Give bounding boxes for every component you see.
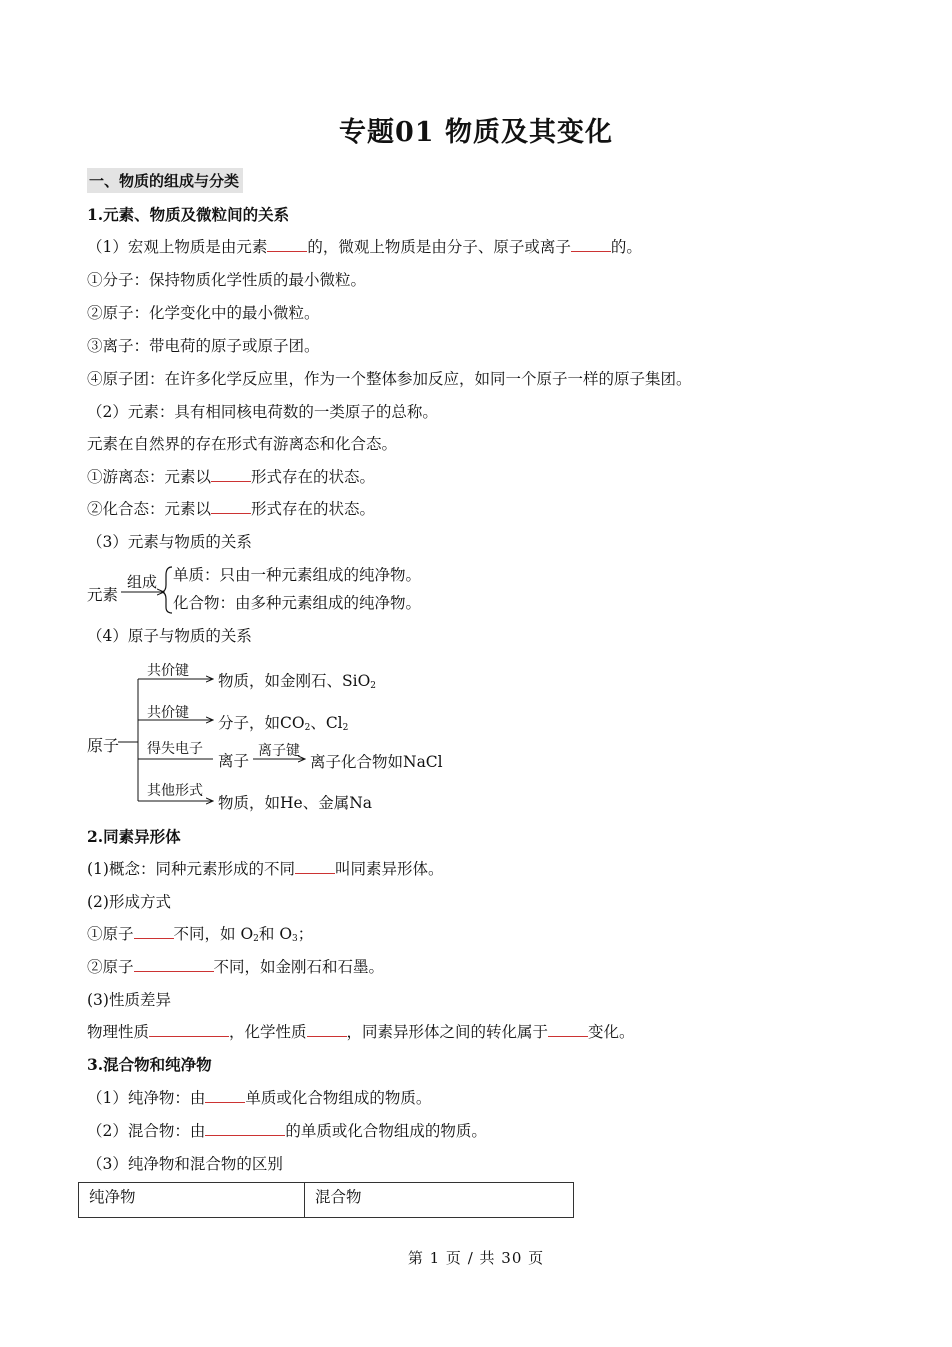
pure-b: 单质或化合物组成的物质。 [245,1089,432,1107]
line-element-forms: 元素在自然界的存在形式有游离态和化合态。 [87,435,398,453]
diagram2-root: 原子 [87,736,120,755]
free-state-a: ①游离态：元素以 [87,468,212,486]
blank [295,858,335,875]
section-heading-1: 一、物质的组成与分类 [87,168,243,193]
diagram2-label-2: 共价键 [147,705,189,721]
formation-2-b: 不同，如金刚石和石墨。 [213,958,385,976]
blank [548,1021,588,1038]
line-property: (3)性质差异 [87,991,171,1009]
line-mixture [87,1119,487,1141]
diagram2-text-2-b: 、Cl [310,714,343,732]
diagram1-left: 元素 [87,586,119,604]
heading-2: 2.同素异形体 [87,827,181,846]
line-atom-group: ④原子团：在许多化学反应里，作为一个整体参加反应，如同一个原子一样的原子集团。 [87,370,692,388]
blank [149,1021,229,1038]
blank [205,1087,245,1104]
concept-a: (1)概念：同种元素形成的不同 [87,860,295,878]
table-header-mixture: 混合物 [305,1183,574,1218]
diagram1-branch-1: 单质：只由一种元素组成的纯净物。 [173,566,422,584]
blank [205,1120,285,1137]
line-element-substance: （3）元素与物质的关系 [87,533,252,551]
diagram2-text-1-main: 物质，如金刚石、SiO [218,672,371,690]
line-pure [87,1086,431,1108]
pure-a: （1）纯净物：由 [87,1089,206,1107]
diagram2-label-1: 共价键 [147,663,189,679]
page-footer: 第 1 页 / 共 30 页 [407,1249,545,1267]
heading-3: 3.混合物和纯净物 [87,1055,212,1074]
line-formation-2 [87,955,384,977]
formation-2-a: ②原子 [87,958,134,976]
line-molecule: ①分子：保持物质化学性质的最小微粒。 [87,271,367,289]
diagram2-label-3: 得失电子 [147,741,203,757]
property-d: 变化。 [588,1023,635,1041]
diagram1-arrow-label: 组成 [127,573,158,591]
formation-1-sub-2: 3 [292,934,298,944]
diagram2-text-2-sub-b: 2 [342,723,349,733]
blank [307,1021,347,1038]
diagram1-brace [162,567,172,613]
diagram2-text-1-sub: 2 [370,681,377,691]
diagram2-text-3: 离子化合物如NaCl [310,753,443,771]
blank [134,923,174,940]
diagram2-label-4: 其他形式 [147,783,203,799]
table-header-pure: 纯净物 [79,1183,305,1218]
mixture-a: （2）混合物：由 [87,1122,206,1140]
formation-1-b: 不同，如 O [173,925,254,943]
diagram2-mid-3: 离子 [218,752,250,770]
line-1-part-c: 的。 [610,238,642,256]
line-1-part-b: 的，微观上物质是由分子、原子或离子 [307,238,571,256]
formation-1-sub-1: 2 [253,934,259,944]
concept-b: 叫同素异形体。 [334,860,444,878]
free-state-b: 形式存在的状态。 [251,468,376,486]
diagram2-label-3b: 离子键 [258,743,300,759]
line-difference: （3）纯净物和混合物的区别 [87,1155,283,1173]
comparison-table [78,1182,574,1218]
line-ion: ③离子：带电荷的原子或原子团。 [87,337,320,355]
line-element: （2）元素：具有相同核电荷数的一类原子的总称。 [87,403,438,421]
combined-state-a: ②化合态：元素以 [87,500,212,518]
heading-1: 1.元素、物质及微粒间的关系 [87,205,290,224]
table-row [79,1183,574,1218]
line-property-diff [87,1020,635,1042]
combined-state-b: 形式存在的状态。 [251,500,376,518]
line-atom: ②原子：化学变化中的最小微粒。 [87,304,320,322]
property-b: ，化学性质 [229,1023,307,1041]
property-a: 物理性质 [87,1023,150,1041]
line-formation-1 [87,922,313,944]
formation-1-d: ； [297,925,314,943]
line-1-part-a: （1）宏观上物质是由元素 [87,238,268,256]
diagram2-text-2-a: 分子，如CO [218,714,305,732]
line-formation: (2)形成方式 [87,893,171,911]
formation-1-a: ①原子 [87,925,134,943]
blank [134,956,214,973]
page-title: 专题01 物质及其变化 [339,117,613,148]
diagram2-text-4: 物质，如He、金属Na [218,794,372,812]
diagram1-branch-2: 化合物：由多种元素组成的纯净物。 [173,594,422,612]
line-concept [87,857,443,879]
mixture-b: 的单质或化合物组成的物质。 [285,1122,487,1140]
property-c: ，同素异形体之间的转化属于 [346,1023,549,1041]
line-atom-substance: （4）原子与物质的关系 [87,627,252,645]
formation-1-c: 和 O [258,925,293,943]
diagram2-text-2-sub-a: 2 [304,723,311,733]
